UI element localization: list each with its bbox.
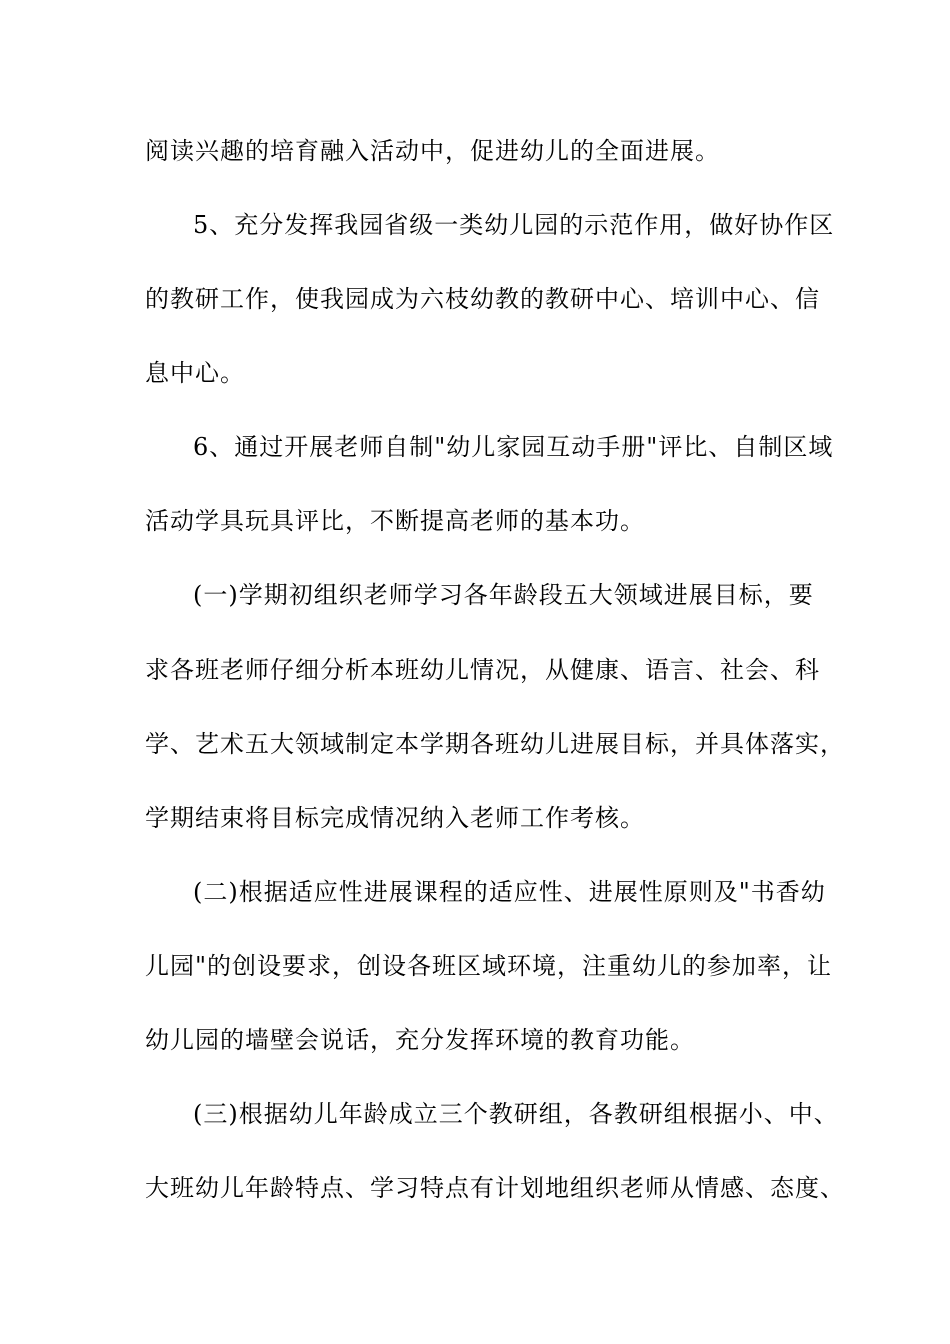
text-line: 息中心。 bbox=[145, 359, 245, 387]
text-line: (三)根据幼儿年龄成立三个教研组，各教研组根据小、中、 bbox=[193, 1100, 839, 1128]
text-line: 学、艺术五大领域制定本学期各班幼儿进展目标，并具体落实， bbox=[145, 730, 845, 758]
text-line: 的教研工作，使我园成为六枝幼教的教研中心、培训中心、信 bbox=[145, 285, 820, 313]
text-line: 活动学具玩具评比，不断提高老师的基本功。 bbox=[145, 507, 645, 535]
text-line: 阅读兴趣的培育融入活动中，促进幼儿的全面进展。 bbox=[145, 137, 720, 165]
text-line: (二)根据适应性进展课程的适应性、进展性原则及"书香幼 bbox=[193, 878, 826, 906]
text-line: 求各班老师仔细分析本班幼儿情况，从健康、语言、社会、科 bbox=[145, 656, 820, 684]
text-line: 学期结束将目标完成情况纳入老师工作考核。 bbox=[145, 804, 645, 832]
text-line: 5、充分发挥我园省级一类幼儿园的示范作用，做好协作区 bbox=[193, 211, 835, 239]
text-line: 儿园"的创设要求，创设各班区域环境，注重幼儿的参加率，让 bbox=[145, 952, 833, 980]
text-line: 6、通过开展老师自制"幼儿家园互动手册"评比、自制区域 bbox=[193, 433, 834, 461]
text-line: (一)学期初组织老师学习各年龄段五大领域进展目标，要 bbox=[193, 581, 814, 609]
text-line: 幼儿园的墙壁会说话，充分发挥环境的教育功能。 bbox=[145, 1026, 695, 1054]
text-line: 大班幼儿年龄特点、学习特点有计划地组织老师从情感、态度、 bbox=[145, 1174, 845, 1202]
